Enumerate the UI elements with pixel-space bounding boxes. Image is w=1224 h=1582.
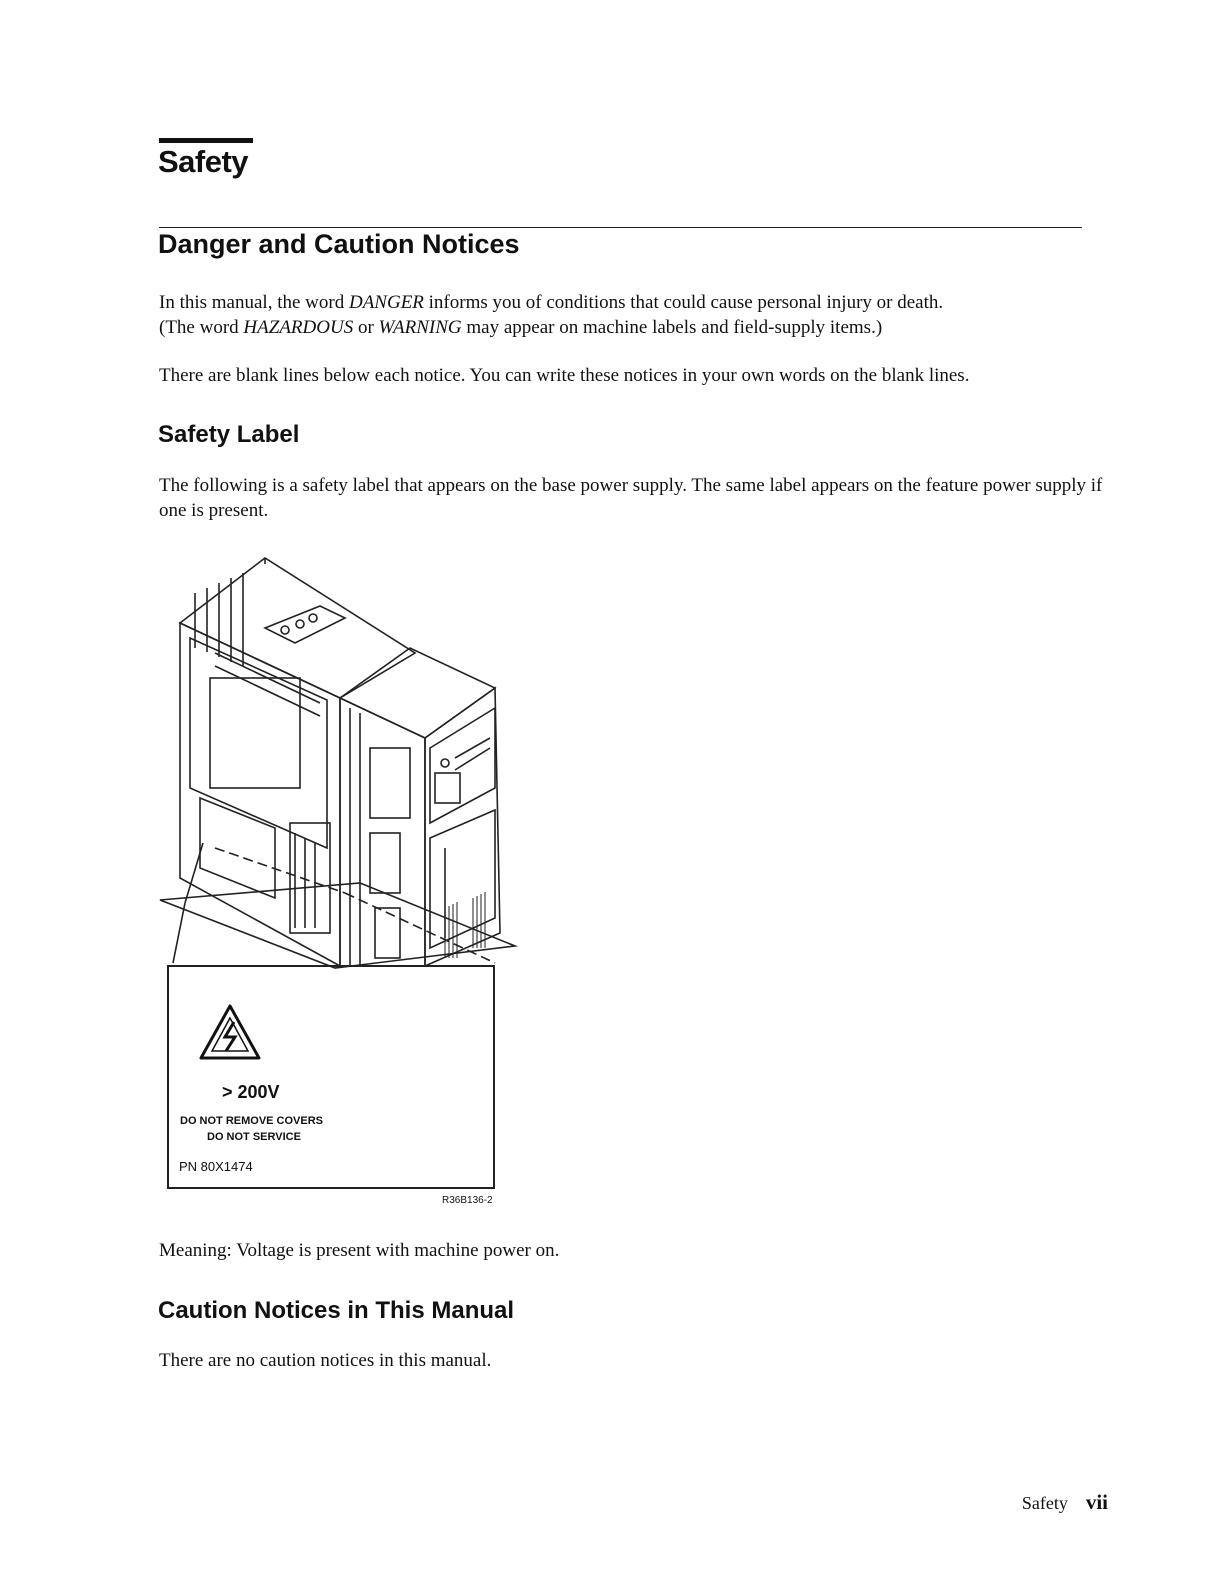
meaning-text: Meaning: Voltage is present with machine power on.: [159, 1240, 560, 1261]
section-title: Danger and Caution Notices: [158, 229, 520, 259]
intro-paragraph-1: In this manual, the word DANGER informs you of conditions that could cause personal injury or death. (The word HAZARDOUS or WARNING may appear on machine labels and field-supply items.): [159, 292, 944, 338]
machine-illustration: [155, 548, 525, 1213]
caution-heading: Caution Notices in This Manual: [158, 1297, 515, 1324]
chapter-rule: [159, 138, 253, 143]
danger-term: DANGER: [348, 292, 424, 313]
footer-section: Safety: [1021, 1493, 1068, 1513]
label-voltage: > 200V: [222, 1082, 280, 1102]
warning-term: WARNING: [378, 317, 462, 338]
label-part-number: PN 80X1474: [179, 1159, 253, 1174]
label-line-1: DO NOT REMOVE COVERS: [180, 1115, 324, 1127]
high-voltage-warning-icon: [201, 1006, 259, 1058]
safety-label-figure: [155, 548, 525, 1213]
label-line-2: DO NOT SERVICE: [207, 1131, 301, 1143]
safety-label-paragraph: The following is a safety label that appears on the base power supply. The same label appears on the feature power supply if one is present.: [159, 475, 1103, 521]
section-rule: [159, 227, 1082, 228]
page-footer: [1022, 1490, 1108, 1515]
safety-label-heading: Safety Label: [158, 421, 300, 448]
figure-id: R36B136-2: [442, 1195, 493, 1206]
chapter-title: Safety: [158, 144, 249, 179]
intro-paragraph-2: There are blank lines below each notice. You can write these notices in your own words on the blank lines.: [159, 365, 970, 386]
page-number: vii: [1085, 1490, 1108, 1514]
hazardous-term: HAZARDOUS: [243, 317, 354, 338]
caution-text: There are no caution notices in this manual.: [159, 1350, 492, 1371]
